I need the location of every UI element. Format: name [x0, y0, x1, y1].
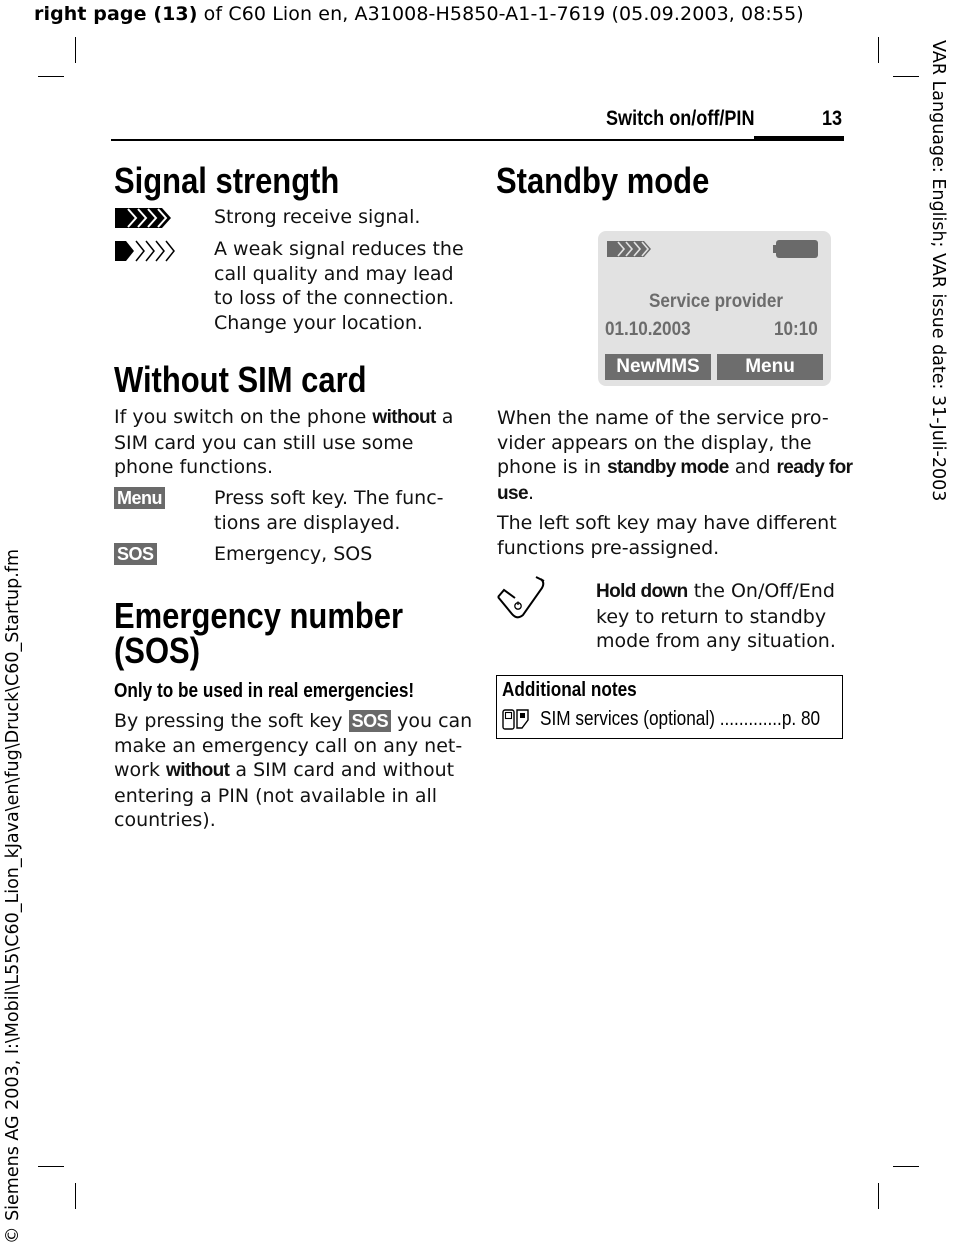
sim-services-icon	[501, 708, 531, 732]
bold-text: without	[372, 407, 436, 428]
text-line: mode from any situation.	[596, 630, 836, 652]
sos-inline-key: SOS	[349, 710, 392, 732]
header-rule	[111, 139, 844, 141]
bold-text: ready for	[776, 457, 853, 478]
text-line: entering a PIN (not available in all	[114, 784, 438, 807]
text-line	[114, 405, 453, 431]
emergency-warning: Only to be used in real emergencies!	[114, 680, 415, 702]
bold-text: use	[497, 482, 528, 504]
standby-paragraph-1	[497, 406, 852, 506]
display-signal-icon	[606, 239, 654, 259]
standby-paragraph-2	[497, 511, 837, 560]
text-line: When the name of the service pro-	[497, 407, 829, 429]
print-info-bold: right page (13)	[34, 3, 198, 25]
notes-entry-page: p. 80	[781, 708, 821, 730]
text-run: If you switch on the phone	[114, 406, 373, 428]
text-line: A weak signal reduces the	[214, 238, 464, 260]
emergency-heading-line1: Emergency number	[114, 595, 404, 636]
text-line: phone functions.	[114, 456, 274, 478]
text-line	[596, 579, 836, 605]
text-line: key to return to standby	[596, 605, 827, 628]
print-info-rest: of C60 Lion en, A31008-H5850-A1-1-7619 (05.09.2003, 08:55)	[197, 3, 804, 25]
header-rule-accent	[754, 136, 844, 141]
signal-strong-text: Strong receive signal.	[214, 206, 421, 228]
text-line: vider appears on the display, the	[497, 431, 812, 454]
page-number: 13	[822, 107, 843, 130]
text-line: countries).	[114, 809, 216, 831]
crop-mark	[893, 76, 919, 77]
bold-text: standby mode	[607, 457, 729, 478]
display-service-provider: Service provider	[649, 291, 784, 312]
copyright-sidebar: © Siemens AG 2003, I:\Mobil\L55\C60_Lion_kJava\en\fug\Druck\C60_Startup.fm	[3, 548, 23, 1244]
emergency-heading-line2: (SOS)	[114, 630, 201, 671]
signal-weak-icon	[114, 239, 176, 263]
emergency-paragraph	[114, 709, 472, 833]
text-line: Press soft key. The func-	[214, 487, 444, 509]
crop-mark	[893, 1166, 919, 1167]
print-info-line	[34, 3, 804, 25]
notes-entry-sim-services[interactable]	[540, 708, 820, 731]
text-line: functions pre-assigned.	[497, 536, 720, 559]
display-softkey-newmms: NewMMS	[605, 354, 711, 380]
hold-down-text	[596, 579, 836, 654]
bold-text: Hold down	[596, 581, 688, 602]
without-sim-heading: Without SIM card	[114, 359, 367, 400]
menu-softkey-badge: Menu	[114, 487, 165, 509]
crop-mark	[75, 1183, 76, 1209]
text-run: you can	[391, 710, 473, 732]
text-line	[497, 455, 852, 481]
text-run: the On/Off/End	[687, 580, 835, 602]
sos-softkey-text: Emergency, SOS	[214, 543, 373, 565]
text-line: tions are displayed.	[214, 511, 401, 534]
notes-entry-dots: .............	[719, 708, 782, 730]
text-run: work	[114, 759, 167, 781]
text-run: a SIM card and without	[229, 759, 455, 781]
crop-mark	[878, 37, 879, 63]
sos-softkey-badge: SOS	[114, 543, 157, 565]
text-line	[497, 481, 852, 507]
crop-mark	[75, 37, 76, 63]
text-line	[114, 709, 472, 734]
display-time: 10:10	[774, 319, 818, 340]
text-line	[114, 758, 472, 784]
bold-text: without	[166, 760, 230, 781]
text-line: to loss of the connection.	[214, 287, 455, 309]
text-line: SIM card you can still use some	[114, 431, 414, 454]
additional-notes-title: Additional notes	[502, 679, 637, 701]
text-line: Change your location.	[214, 311, 423, 334]
text-line: make an emergency call on any net-	[114, 734, 463, 757]
signal-strength-heading: Signal strength	[114, 160, 340, 201]
text-run: .	[527, 481, 534, 504]
display-battery-icon	[773, 239, 819, 259]
standby-display-illustration	[598, 231, 831, 386]
var-language-sidebar: VAR Language: English; VAR issue date: 31-Juli-2003	[928, 40, 948, 502]
without-sim-intro	[114, 405, 453, 480]
crop-mark	[38, 1166, 64, 1167]
signal-strong-icon	[114, 206, 174, 230]
end-key-icon	[496, 576, 548, 622]
crop-mark	[38, 76, 64, 77]
display-date: 01.10.2003	[605, 319, 691, 340]
text-run: phone is in	[497, 456, 608, 478]
text-run: a	[435, 406, 454, 428]
additional-notes-box	[496, 675, 843, 739]
notes-entry-label: SIM services (optional)	[540, 708, 720, 730]
menu-softkey-text	[214, 486, 444, 535]
text-line: call quality and may lead	[214, 262, 454, 285]
text-run: and	[728, 456, 777, 478]
running-header-title: Switch on/off/PIN	[606, 107, 755, 130]
text-run: By pressing the soft key	[114, 710, 349, 732]
display-softkey-menu: Menu	[717, 354, 823, 380]
signal-weak-text	[214, 237, 464, 335]
standby-mode-heading: Standby mode	[496, 160, 710, 201]
crop-mark	[878, 1183, 879, 1209]
text-line: The left soft key may have different	[497, 512, 837, 534]
